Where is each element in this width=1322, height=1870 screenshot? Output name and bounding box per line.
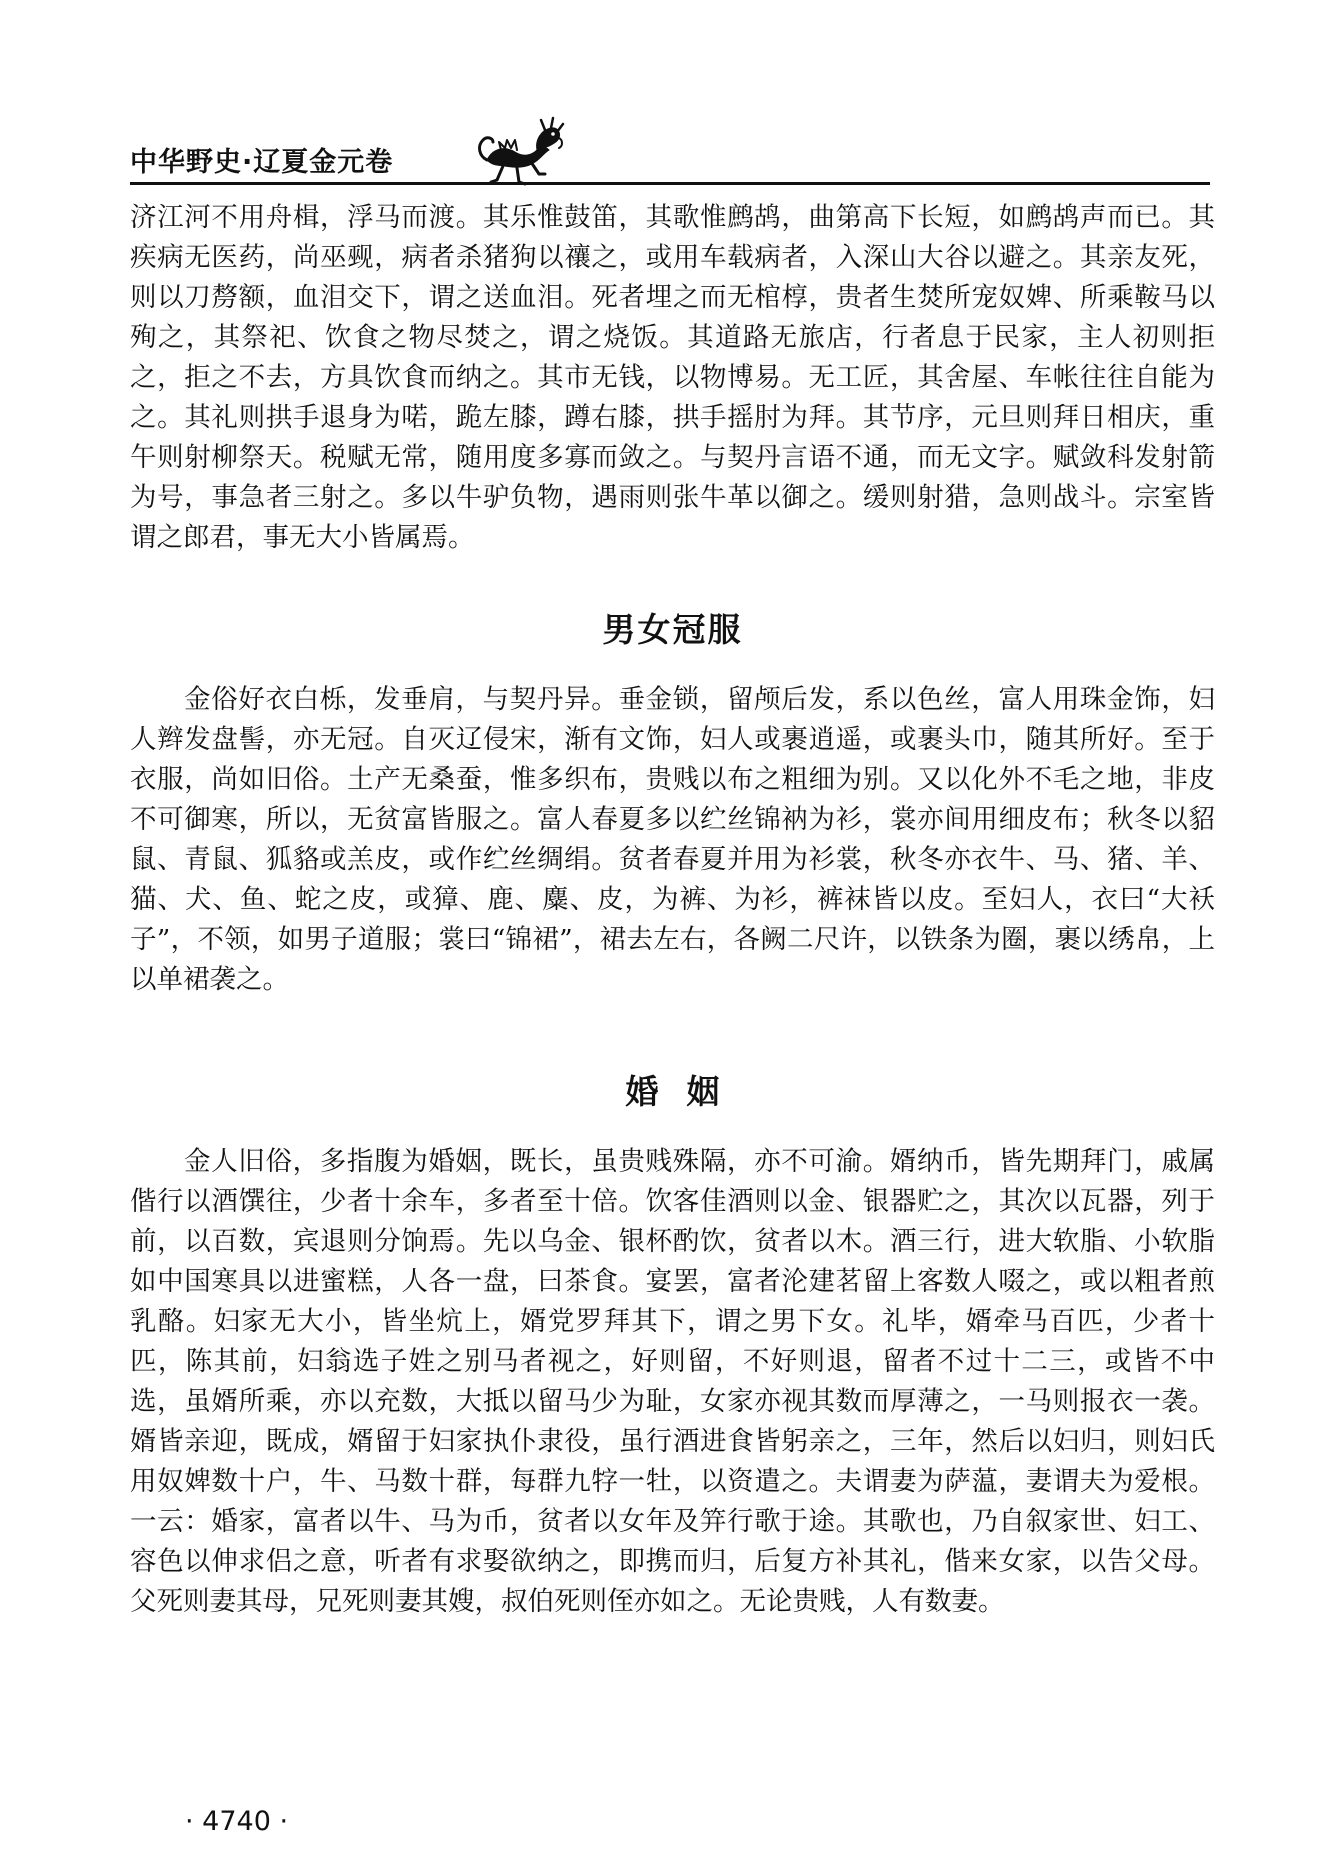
section-title-marriage: 婚姻 (625, 1072, 748, 1111)
page-number: · 4740 · (185, 1806, 289, 1837)
paragraph-marriage: 金人旧俗，多指腹为婚姻，既长，虽贵贱殊隔，亦不可渝。婿纳币，皆先期拜门，戚属偕行以酒馔往，少者十余车，多者至十倍。饮客佳酒则以金、银器贮之，其次以瓦器，列于前，以百数，宾退则分饷焉。先以乌金、银杯酌饮，贫者以木。酒三行，进大软脂、小软脂如中国寒具以进蜜糕，人各一盘，曰茶食。宴罢，富者沦建茗留上客数人啜之，或以粗者煎乳酪。妇家无大小，皆坐炕上，婿党罗拜其下，谓之男下女。礼毕，婿牵马百匹，少者十匹，陈其前，妇翁选子姓之别马者视之，好则留，不好则退，留者不过十二三，或皆不中选，虽婿所乘，亦以充数，大抵以留马少为耻，女家亦视其数而厚薄之，一马则报衣一袭。婿皆亲迎，既成，婿留于妇家执仆隶役，虽行酒进食皆躬亲之，三年，然后以妇归，则妇氏用奴婢数十户，牛、马数十群，每群九牸一牡，以资遣之。夫谓妻为萨蕰，妻谓夫为爱根。一云：婚家，富者以牛、马为币，贫者以女年及笄行歌于途。其歌也，乃自叙家世、妇工、容色以伸求侣之意，听者有求娶欲纳之，即携而归，后复方补其礼，偕来女家，以告父母。父死则妻其母，兄死则妻其嫂，叔伯死则侄亦如之。无论贵贱，人有数妻。 (130, 1146, 1215, 1617)
paragraph-clothing: 金俗好衣白栎，发垂肩，与契丹异。垂金锁，留颅后发，系以色丝，富人用珠金饰，妇人辫发盘髻，亦无冠。自灭辽侵宋，渐有文饰，妇人或裹逍遥，或裹头巾，随其所好。至于衣服，尚如旧俗。土产无桑蚕，惟多织布，贵贱以布之粗细为别。又以化外不毛之地，非皮不可御寒，所以，无贫富皆服之。富人春夏多以纻丝锦衲为衫，裳亦间用细皮布；秋冬以貂鼠、青鼠、狐貉或羔皮，或作纻丝绸绢。贫者春夏并用为衫裳，秋冬亦衣牛、马、猪、羊、猫、犬、鱼、蛇之皮，或獐、鹿、麋、皮，为裤、为衫，裤袜皆以皮。至妇人，衣曰“大袄子”，不领，如男子道服；裳曰“锦裙”，裙去左右，各阙二尺许，以铁条为圈，裹以绣帛，上以单裙袭之。 (130, 684, 1215, 995)
paragraph-customs: 济江河不用舟楫，浮马而渡。其乐惟鼓笛，其歌惟鹧鸪，曲第高下长短，如鹧鸪声而已。其疾病无医药，尚巫觋，病者杀猪狗以禳之，或用车载病者，入深山大谷以避之。其亲友死，则以刀剺额，血泪交下，谓之送血泪。死者埋之而无棺椁，贵者生焚所宠奴婢、所乘鞍马以殉之，其祭祀、饮食之物尽焚之，谓之烧饭。其道路无旅店，行者息于民家，主人初则拒之，拒之不去，方具饮食而纳之。其市无钱，以物博易。无工匠，其舍屋、车帐往往自能为之。其礼则拱手退身为喏，跪左膝，蹲右膝，拱手摇肘为拜。其节序，元旦则拜日相庆，重午则射柳祭天。税赋无常，随用度多寡而敛之。与契丹言语不通，而无文字。赋敛科发射箭为号，事急者三射之。多以牛驴负物，遇雨则张牛革以御之。缓则射猎，急则战斗。宗室皆谓之郎君，事无大小皆属焉。 (130, 202, 1215, 553)
header-rule (130, 182, 1210, 185)
dragon-emblem-icon (475, 112, 565, 192)
book-title: 中华野史·辽夏金元卷 (130, 147, 394, 178)
section-title-clothing: 男女冠服 (602, 610, 743, 649)
running-header (130, 112, 1210, 192)
